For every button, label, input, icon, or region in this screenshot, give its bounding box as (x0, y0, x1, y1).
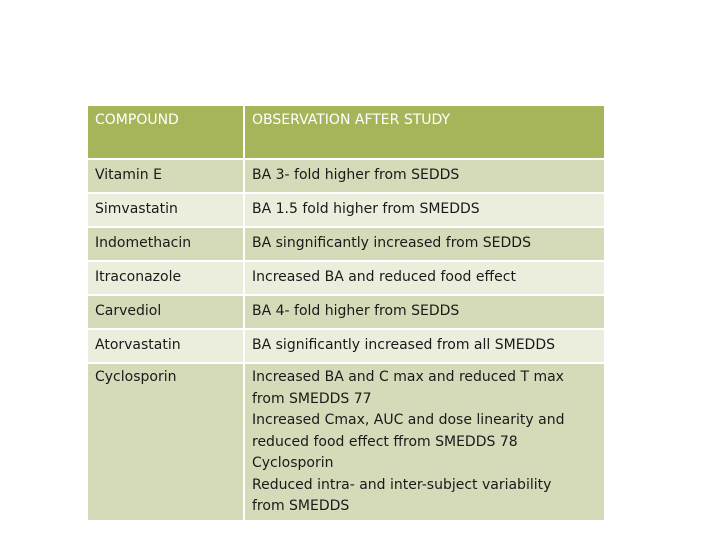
table-row (88, 330, 604, 364)
table-header-row (88, 106, 604, 160)
table-row (88, 364, 604, 522)
observation-cell (245, 330, 604, 362)
header-observation: OBSERVATION AFTER STUDY (245, 106, 604, 158)
compound-cell: Cyclosporin (88, 364, 245, 520)
observation-line: Increased BA and reduced food effect (252, 269, 516, 285)
compound-cell: Simvastatin (88, 194, 245, 226)
observation-cell (245, 262, 604, 294)
observation-line: reduced food effect ffrom SMEDDS 78 (252, 433, 518, 450)
header-compound: COMPOUND (88, 106, 245, 158)
observation-line: BA 1.5 fold higher from SMEDDS (252, 201, 480, 217)
compound-cell: Atorvastatin (88, 330, 245, 362)
observation-line: BA singnificantly increased from SEDDS (252, 235, 531, 251)
table-row (88, 262, 604, 296)
observation-line: from SMEDDS (252, 498, 350, 514)
observation-line: Reduced intra- and inter-subject variability (252, 476, 552, 493)
observation-cell (245, 364, 604, 520)
observation-cell (245, 194, 604, 226)
observation-line: Increased BA and C max and reduced T max (252, 369, 564, 385)
observation-cell (245, 296, 604, 328)
observation-line: Increased Cmax, AUC and dose linearity and (252, 412, 565, 428)
table-row (88, 160, 604, 194)
compound-cell: Itraconazole (88, 262, 245, 294)
observation-line: BA 4- fold higher from SEDDS (252, 303, 460, 319)
observation-line: Cyclosporin (252, 455, 334, 471)
table-row (88, 228, 604, 262)
table-row (88, 194, 604, 228)
observation-line: from SMEDDS 77 (252, 390, 372, 407)
compound-cell: Carvediol (88, 296, 245, 328)
compound-cell: Indomethacin (88, 228, 245, 260)
observation-cell (245, 228, 604, 260)
table-row (88, 296, 604, 330)
compound-cell: Vitamin E (88, 160, 245, 192)
results-table (88, 106, 604, 522)
observation-line: BA significantly increased from all SMEDDS (252, 337, 555, 353)
observation-line: BA 3- fold higher from SEDDS (252, 167, 460, 183)
observation-cell (245, 160, 604, 192)
